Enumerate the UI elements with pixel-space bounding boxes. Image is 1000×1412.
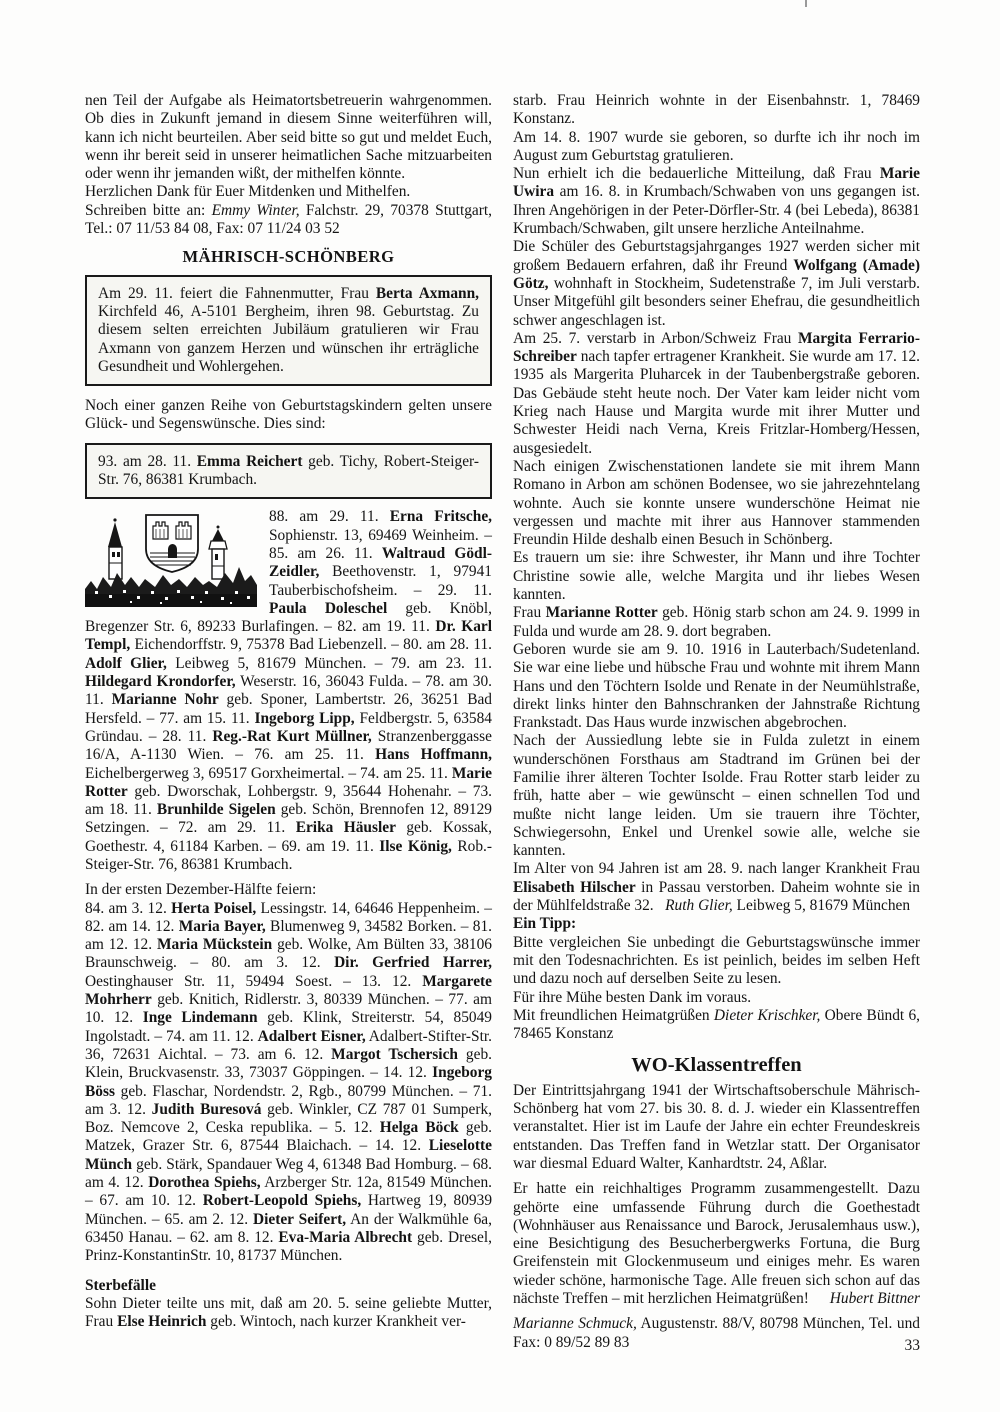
para-programm-bittner: Er hatte ein reichhaltiges Programm zusammengestellt. Dazu gehörte eine umfassende Führung durch die Goethestadt (Wohnhäuser aus Renaissance und Barock, Jerusalemhaus usw.), eine Besichtigung des Besucherbergwerks Fortuna, die Burg Greifenstein mit Glockenmuseum und einiges mehr. Es waren wieder schöne, harmonische Tage. Alle freuen sich schon auf das nächste Treffen – mit herzlichen Heimatgrüßen! Hubert Bittner bbox=[513, 1180, 920, 1307]
person-name-bold: Marie Uwira bbox=[513, 165, 920, 201]
person-name-bold: Judith Buresová bbox=[151, 1100, 262, 1118]
person-name-bold: Eva-Maria Albrecht bbox=[278, 1228, 413, 1246]
para-gruss-krischker: Mit freundlichen Heimatgrüßen Dieter Krischker, Obere Bündt 6, 78465 Konstanz bbox=[513, 1006, 921, 1043]
person-name-bold: Paula Doleschel bbox=[269, 599, 388, 617]
para-december-birthdays: 84. am 3. 12. Herta Poisel, Lessingstr. 14, 64646 Heppenheim. – 82. am 14. 12. Maria Bayer, Blumenweg 9, 34582 Borken. – 81. am 12. 12. Maria Mückstein geb. Wolke, Am Bülten 33, 38106 Braunschweig. – 80. am 3. 12. Dir. Gerfried Harrer, Oestinghauser Str. 11, 59494 Soest. – 13. 12. Margarete Mohrherr geb. Knitich, Ridlerstr. 3, 80339 München. – 77. am 10. 12. Inge Lindemann geb. Klink, Streiterstr. 54, 85049 Ingolstadt. – 74. am 11. 12. Adalbert Eisner, Adalbert-Stifter-Str. 36, 72631 Aichtal. – 73. am 6. 12. Margot Tschersich geb. Klein, Bruckvasenstr. 33, 73037 Göppingen. – 14. 12. Ingeborg Böss geb. Flaschar, Nordendstr. 2, Rgb., 80799 München. – 71. am 3. 12. Judith Buresová geb. Winkler, CZ 787 01 Sumperk, Boz. Nemcove 2, Ceska republika. – 5. 12. Helga Böck geb. Matzek, Grazer Str. 6, 87544 Blaichach. – 14. 12. Lieselotte Münch geb. Stärk, Spandauer Weg 4, 61348 Bad Homburg. – 68. am 4. 12. Dorothea Spiehs, Arzberger Str. 12a, 81549 München. – 67. am 10. 12. Robert-Leopold Spiehs, Hartweg 19, 80939 München. – 65. am 2. 12. Dieter Seifert, An der Walkmühle 6a, 63450 Hanau. – 62. am 8. 12. Eva-Maria Albrecht geb. Dresel, Prinz-KonstantinStr. 10, 81737 München. bbox=[85, 899, 493, 1265]
scan-artifact bbox=[805, 0, 807, 7]
para-marianne-schmuck: Marianne Schmuck, Augustenstr. 88/V, 80798 München, Tel. und Fax: 0 89/52 89 83 bbox=[513, 1315, 920, 1351]
person-name-bold: Erna Fritsche, bbox=[389, 508, 492, 526]
person-name-bold: Maria Bayer, bbox=[178, 917, 266, 935]
para-marie-uwira: Nun erhielt ich die bedauerliche Mitteilung, daß Frau Marie Uwira am 16. 8. in Krumbach/Schwaben von uns gegangen ist. Ihren Angehörigen in der Peter-Dörfler-Str. 4 (bei Lebeda), 86381 Krumbach/Schwaben, gilt unsere herzliche Anteilnahme. bbox=[513, 165, 920, 238]
person-name-bold: Adalbert Eisner, bbox=[257, 1027, 366, 1045]
para-tipp-text: Bitte vergleichen Sie unbedingt die Geburtstagswünsche immer mit den Todesnachrichten. Es ist peinlich, beides im selben Heft und dazu noch auf derselben Seite zu lesen. bbox=[513, 933, 920, 988]
para-dank-voraus: Für ihre Mühe besten Dank im voraus. bbox=[513, 988, 752, 1006]
person-name-bold: Margot Tschersich bbox=[331, 1045, 458, 1063]
birthday-box-berta-axmann bbox=[85, 275, 492, 386]
person-name-bold: Adolf Glier, bbox=[85, 654, 167, 672]
para-wolfgang-goetz: Die Schüler des Geburtstagsjahrganges 1927 werden sicher mit großem Bedauern erfahren, daß ihr Freund Wolfgang (Amade) Götz, wohnhaft in Stockheim, Sudetenstraße 7, im Juli verstarb. Unser Mitgefühl gilt besonders seiner Ehefrau, die gesundheitlich schwer angeschlagen ist. bbox=[513, 238, 920, 329]
person-name-bold: Ingeborg Lipp, bbox=[254, 709, 355, 727]
person-name-bold: Lieselotte Münch bbox=[85, 1137, 492, 1173]
box-paragraph: 93. am 28. 11. Emma Reichert geb. Tichy, Robert-Steiger-Str. 76, 86381 Krumbach. bbox=[98, 452, 479, 489]
person-name-bold: Ilse König, bbox=[379, 837, 452, 855]
name-italic: Dieter Krischker, bbox=[713, 1006, 821, 1024]
section-heading-maehrisch-schoenberg: MÄHRISCH-SCHÖNBERG bbox=[182, 247, 395, 267]
run-in-heading-ein-tipp: Ein Tipp: bbox=[513, 915, 577, 933]
para-dank: Herzlichen Dank für Euer Mitdenken und Mithelfen. bbox=[85, 183, 411, 201]
person-name-bold: Wolfgang (Amade) Götz, bbox=[513, 256, 920, 292]
person-name-bold: Else Heinrich bbox=[117, 1313, 207, 1331]
para-trauernde-margita: Es trauern um sie: ihre Schwester, ihr Mann und ihre Tochter Christine sowie alle, welche Margita und ihr liebes Wesen kannten. bbox=[513, 549, 920, 604]
person-name-bold: Reg.-Rat Kurt Müllner, bbox=[212, 727, 372, 745]
person-name-bold: Erika Häusler bbox=[295, 819, 396, 837]
birthday-box-emma-reichert bbox=[85, 443, 492, 500]
person-name-bold: Dieter Seifert, bbox=[252, 1210, 347, 1228]
person-name-bold: Hildegard Krondorfer, bbox=[85, 673, 236, 691]
para-dezember-intro: In der ersten Dezember-Hälfte feiern: bbox=[85, 881, 317, 899]
para-heinrich-konstanz: starb. Frau Heinrich wohnte in der Eisenbahnstr. 1, 78469 Konstanz. bbox=[513, 92, 920, 128]
right-column bbox=[513, 92, 920, 1352]
para-geburtstagskinder-intro: Noch einer ganzen Reihe von Geburtstagskindern gelten unsere Glück- und Segenswünsche. Dies sind: bbox=[85, 397, 492, 433]
person-name-bold: Berta Axmann, bbox=[375, 284, 479, 302]
para-elisabeth-hilscher: Im Alter von 94 Jahren ist am 28. 9. nach langer Krankheit Frau Elisabeth Hilscher in Passau verstorben. Daheim wohnte sie in der Mühlfeldstraße 32. Ruth Glier, Leibweg 5, 81679 München bbox=[513, 860, 920, 915]
sub-heading-sterbefaelle: Sterbefälle bbox=[85, 1276, 156, 1294]
person-name-bold: Hans Hoffmann, bbox=[375, 746, 493, 764]
person-name-bold: Ingeborg Böss bbox=[85, 1064, 492, 1100]
para-kontakt-emmy-winter: Schreiben bitte an: Emmy Winter, Falchstr. 29, 70378 Stuttgart, Tel.: 07 11/53 84 08, Fax: 07 11/24 03 52 bbox=[85, 201, 492, 238]
para-heinrich-geboren: Am 14. 8. 1907 wurde sie geboren, so durfte ich ihr noch im August zum Geburtstag gratulieren. bbox=[513, 128, 920, 164]
para-margita-ferrario: Am 25. 7. verstarb in Arbon/Schweiz Frau Margita Ferrario-Schreiber nach tapfer ertragener Krankheit. Sie wurde am 17. 12. 1935 als Margerita Pluharcek in der Taubenbergstraße geboren. Das Gebäude steht heute noch. Der Vater kam leider nicht vom Krieg nach Hause und Margita wurde mit ihrer Mutter und Schwester Heidi nach Verna, Kreis Fritzlar-Homberg/Hessen, ausgesiedelt. bbox=[513, 329, 920, 457]
person-name-bold: Robert-Leopold Spiehs, bbox=[202, 1192, 362, 1210]
person-name-bold: Inge Lindemann bbox=[142, 1009, 258, 1027]
para-heimatortsbetreuerin: nen Teil der Aufgabe als Heimatortsbetreuerin wahrgenommen. Ob dies in Zukunft jemand in diesem Sinne weiterführen will, kann ich nicht beurteilen. Aber seid bitte so gut und meldet Euch, wenn ihr bereit seid in unserer heimatlichen Sache mitzuarbeiten oder wenn ihr jemanden wißt, der mithelfen könnte. bbox=[85, 92, 492, 183]
person-name-bold: Marianne Nohr bbox=[111, 691, 219, 709]
person-name-bold: Dir. Gerfried Harrer, bbox=[334, 954, 493, 972]
para-november-birthdays: 88. am 29. 11. Erna Fritsche, Sophienstr. 13, 69469 Weinheim. – 85. am 26. 11. Waltraud Gödl-Zeidler, Beethovenstr. 1, 97941 Tauberbischofsheim. – 29. 11. Paula Doleschel geb. Knöbl, Bregenzer Str. 6, 89233 Burlafingen. – 82. am 19. 11. Dr. Karl Templ, Eichendorffstr. 9, 75378 Bad Liebenzell. – 80. am 28. 11. Adolf Glier, Leibweg 5, 81679 München. – 79. am 23. 11. Hildegard Krondorfer, Weserstr. 16, 36043 Fulda. – 78. am 30. 11. Marianne Nohr geb. Sponer, Lambertstr. 26, 36251 Bad Hersfeld. – 77. am 15. 11. Ingeborg Lipp, Feldbergstr. 5, 63584 Gründau. – 28. 11. Reg.-Rat Kurt Müllner, Stranzenberggasse 16/A, A-1130 Wien. – 76. am 25. 11. Hans Hoffmann, Eichelbergerweg 3, 69517 Gorxheimertal. – 74. am 25. 11. Marie Rotter geb. Dworschak, Lohbergstr. 9, 35644 Hohenahr. – 73. am 18. 11. Brunhilde Sigelen geb. Schön, Brennofen 12, 89129 Setzingen. – 72. am 29. 11. Erika Häusler geb. Kossak, Goethestr. 4, 61184 Karben. – 69. am 19. 11. Ilse König, Rob.-Steiger-Str. 76, 86381 Krumbach. bbox=[85, 508, 493, 873]
person-name-bold: Dr. Karl Templ, bbox=[85, 618, 492, 654]
left-column bbox=[85, 92, 492, 1352]
person-name-bold: Margita Ferrario-Schreiber bbox=[513, 329, 920, 366]
person-name-bold: Maria Mückstein bbox=[156, 936, 273, 954]
para-bodensee: Nach einigen Zwischenstationen landete sie mit ihrem Mann Romano in Arbon am schönen Bodensee, wo sie jahrezehntelang wohnte. Auch sie konnte unsere wunderschöne Heimat nie vergessen und machte mit ihrer aus Hannover stammenden Freundin Hilde deshalb einen Besuch in Schönberg. bbox=[513, 457, 920, 549]
person-name-bold: Emma Reichert bbox=[196, 452, 303, 470]
person-name-bold: Waltraud Gödl-Zeidler, bbox=[269, 544, 492, 581]
person-name-bold: Marianne Rotter bbox=[545, 604, 658, 622]
person-name-bold: Elisabeth Hilscher bbox=[513, 878, 636, 896]
box-paragraph: Am 29. 11. feiert die Fahnenmutter, Frau Berta Axmann, Kirchfeld 46, A-5101 Bergheim, ihren 98. Geburtstag. Zu diesem selten erreichten Jubiläum gratulieren wir Frau Axmann von ganzem Herzen und wünschen ihr erträgliche Gesundheit und Wohlergehen. bbox=[98, 284, 479, 375]
name-italic: Ruth Glier, bbox=[665, 897, 733, 915]
name-italic: Hubert Bittner bbox=[829, 1290, 920, 1307]
person-name-bold: Herta Poisel, bbox=[171, 899, 257, 917]
name-italic: Marianne Schmuck, bbox=[513, 1315, 637, 1333]
two-column-layout bbox=[85, 92, 921, 1352]
page-number: 33 bbox=[904, 1337, 920, 1354]
person-name-bold: Dorothea Spiehs, bbox=[148, 1174, 261, 1192]
para-else-heinrich: Sohn Dieter teilte uns mit, daß am 20. 5. seine geliebte Mutter, Frau Else Heinrich geb. Wintoch, nach kurzer Krankheit ver- bbox=[85, 1294, 492, 1331]
para-marianne-rotter: Frau Marianne Rotter geb. Hönig starb schon am 24. 9. 1999 in Fulda und wurde am 28. 9. dort begraben. bbox=[513, 604, 921, 640]
person-name-bold: Helga Böck bbox=[379, 1119, 459, 1137]
para-klassentreffen-1941: Der Eintrittsjahrgang 1941 der Wirtschaftsoberschule Mährisch-Schönberg hat vom 27. bis 30. 8. d. J. wieder ein Klassentreffen veranstaltet. Hier ist im Laufe der Jahre ein echter Freundeskreis entstanden. Das Treffen fand in Wetzlar statt. Der Organisator war diesmal Eduard Walter, Kanhardtstr. 24, Aßlar. bbox=[513, 1081, 920, 1172]
person-name-bold: Margarete Mohrherr bbox=[85, 972, 492, 1009]
person-name-bold: Brunhilde Sigelen bbox=[156, 801, 276, 819]
town-engraving-image bbox=[85, 511, 257, 607]
para-rotter-geboren: Geboren wurde sie am 9. 10. 1916 in Lauterbach/Sudetenland. Sie war eine liebe und hübsche Frau und wohnte mit ihrem Mann Hans und den Töchtern Isolde und Renate in der Neumühlstraße, direkt links hinter den Bahnschranken der Jahnstraße Richtung Frankstadt. Das Haus wurde inzwischen abgebrochen. bbox=[513, 640, 920, 732]
person-name-bold: Marie Rotter bbox=[85, 764, 492, 800]
name-italic: Emmy Winter, bbox=[211, 201, 300, 219]
november-birthdays-block bbox=[85, 508, 492, 874]
para-rotter-fulda: Nach der Aussiedlung lebte sie in Fulda zuletzt in einem wunderschönen Forsthaus am Stadtrand im Grünen bei der Familie ihrer älteren Tochter Isolde. Frau Rotter starb leider zu früh, hatte aber – wie gewünscht – einen schnellen Tod und mußte nicht lange leiden. Um sie trauern ihre Töchter, Schwiegersohn, Enkel und Urenkel sowie alle, welche sie kannten. bbox=[513, 732, 920, 860]
town-skyline-engraving bbox=[85, 511, 257, 607]
section-heading-wo-klassentreffen: WO-Klassentreffen bbox=[631, 1054, 802, 1077]
